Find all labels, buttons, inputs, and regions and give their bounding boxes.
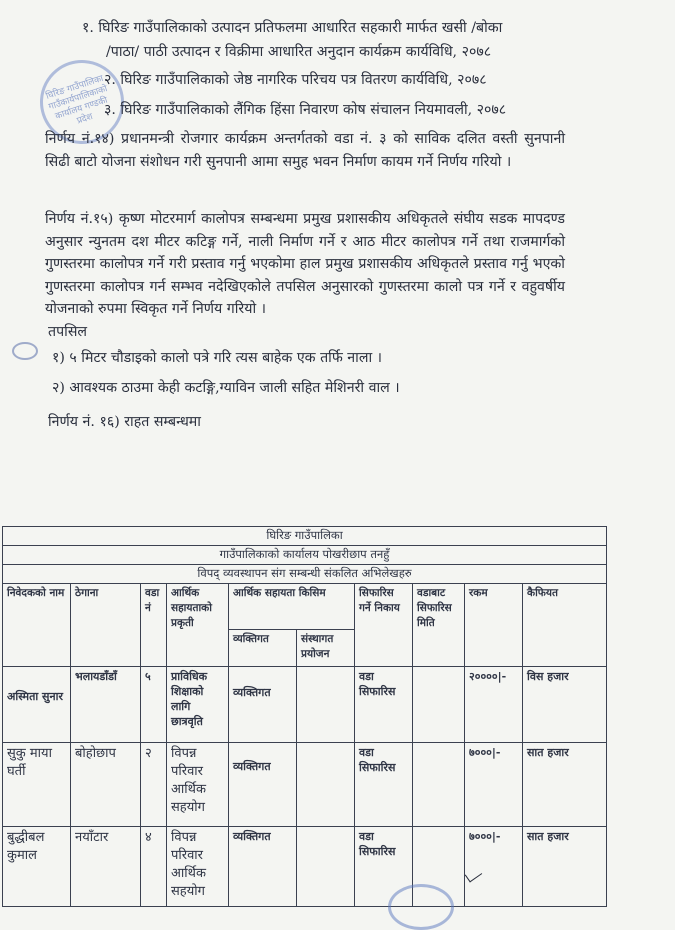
header-ward: वडा नं <box>141 584 167 667</box>
cell-name: सुकु माया घर्ती <box>3 743 71 827</box>
header-aid-nature: आर्थिक सहायताको प्रकृती <box>167 584 229 667</box>
header-aid-type: आर्थिक सहायता किसिम <box>229 584 355 630</box>
cell-address: बोहोछाप <box>71 743 141 827</box>
pen-mark <box>12 342 38 360</box>
cell-nature: विपन्न परिवार आर्थिक सहयोग <box>167 827 229 907</box>
cell-institutional <box>297 667 355 743</box>
header-applicant: निवेदकको नाम <box>3 584 71 667</box>
cell-ward: ४ <box>141 827 167 907</box>
cell-individual: व्यक्तिगत <box>229 827 297 907</box>
cell-nature: प्राविधिक शिक्षाको लागि छात्रवृति <box>167 667 229 743</box>
cell-institutional <box>297 743 355 827</box>
table-row <box>3 667 607 743</box>
table-title-records: विपद् व्यवस्थापन संग सम्बन्धी संकलित अभिलेखहरु <box>3 565 607 584</box>
item-1-line-1: १. घिरिङ गाउँपालिकाको उत्पादन प्रतिफलमा आधारित सहकारी मार्फत खसी /बोका <box>82 20 503 36</box>
decision-15: निर्णय नं.१५) कृष्ण मोटरमार्ग कालोपत्र सम्बन्धमा प्रमुख प्रशासकीय अधिकृतले संघीय सडक मापदण्ड अनुसार न्युनतम दश मीटर कटिङ्ग गर्ने, नाली निर्माण गर्ने र आठ मीटर कालोपत्र गर्ने तथा राजमार्गको गुणस्तरमा कालोपत्र गर्ने गरी प्रस्ताव गर्नु भएकोमा हाल प्रमुख प्रशासकीय अधिकृतले प्रस्ताव गर्नु भएको गुणस्तरमा कालोपत्र गर्न सम्भव नदेखिएकोले तपसिल अनुसारको गुणस्तरमा कालो पत्र गर्ने र वहुवर्षीय योजनाको रुपमा स्विकृत गर्ने निर्णय गरियो । <box>45 211 565 317</box>
tapsil-item-1: १) ५ मिटर चौडाइको कालो पत्रे गरि त्यस बाहेक एक तर्फि नाला । <box>52 350 383 366</box>
cell-institutional <box>297 827 355 907</box>
header-address: ठेगाना <box>71 584 141 667</box>
cell-name: अस्मिता सुनार <box>3 667 71 743</box>
cell-individual: व्यक्तिगत <box>229 743 297 827</box>
cell-amount: ७०००|- <box>465 743 523 827</box>
cell-date <box>413 667 465 743</box>
cell-individual: व्यक्तिगत <box>229 667 297 743</box>
header-institutional: संस्थागत प्रयोजन <box>297 630 355 667</box>
decision-16: निर्णय नं. १६) राहत सम्बन्धमा <box>48 414 201 430</box>
cell-remarks: सात हजार <box>523 827 607 907</box>
cell-name: बुद्धीबल कुमाल <box>3 827 71 907</box>
item-3: ३. घिरिङ गाउँपालिकाको लैंगिक हिंसा निवारण कोष संचालन नियमावली, २०७८ <box>104 102 507 118</box>
cell-nature: विपन्न परिवार आर्थिक सहयोग <box>167 743 229 827</box>
cell-address: भलायडाँडाँ <box>71 667 141 743</box>
header-remarks: कैफियत <box>523 584 607 667</box>
bottom-stamp <box>388 884 454 930</box>
cell-body: वडा सिफारिस <box>355 743 413 827</box>
item-1-line-2: /पाठा/ पाठी उत्पादन र विक्रीमा आधारित अनुदान कार्यक्रम कार्यविधि, २०७८ <box>106 44 492 60</box>
table-title-office: गाउँपालिकाको कार्यालय पोखरीछाप तनहुँ <box>3 546 607 565</box>
table-row <box>3 827 607 907</box>
cell-address: नयाँटार <box>71 827 141 907</box>
cell-date <box>413 743 465 827</box>
header-individual: व्यक्तिगत <box>229 630 297 667</box>
header-recommending-body: सिफारिस गर्ने निकाय <box>355 584 413 667</box>
cell-ward: ५ <box>141 667 167 743</box>
table-row <box>3 743 607 827</box>
cell-ward: २ <box>141 743 167 827</box>
tapsil-item-2: २) आवश्यक ठाउमा केही कटङ्गि,ग्याविन जाली सहित मेशिनरी वाल । <box>52 380 400 396</box>
cell-body: वडा सिफारिस <box>355 667 413 743</box>
item-2: २. घिरिङ गाउँपालिकाको जेष्ठ नागरिक परिचय पत्र वितरण कार्यविधि, २०७८ <box>104 72 487 88</box>
cell-remarks: सात हजार <box>523 743 607 827</box>
disaster-relief-table <box>2 526 607 907</box>
cell-remarks: विस हजार <box>523 667 607 743</box>
cell-amount: २००००|- <box>465 667 523 743</box>
header-recommend-date: वडाबाट सिफारिस मिति <box>413 584 465 667</box>
decision-14: निर्णय नं.१४) प्रधानमन्त्री रोजगार कार्यक्रम अन्तर्गतको वडा नं. ३ को साविक दलित वस्ती सुनपानी सिढी बाटो योजना संशोधन गरी सुनपानी आमा समुह भवन निर्माण कायम गर्ने निर्णय गरियो । <box>45 131 565 170</box>
header-amount: रकम <box>465 584 523 667</box>
tapsil-heading: तपसिल <box>48 324 88 340</box>
cell-body: वडा सिफारिस <box>355 827 413 907</box>
office-stamp-text: घिरिङ गाउँपालिका गाउँकार्यपालिकाको कार्यालय गण्डकी प्रदेश <box>44 73 109 127</box>
cell-amount: ७०००|- <box>465 827 523 907</box>
table-title-municipality: घिरिङ गाउँपालिका <box>3 527 607 546</box>
